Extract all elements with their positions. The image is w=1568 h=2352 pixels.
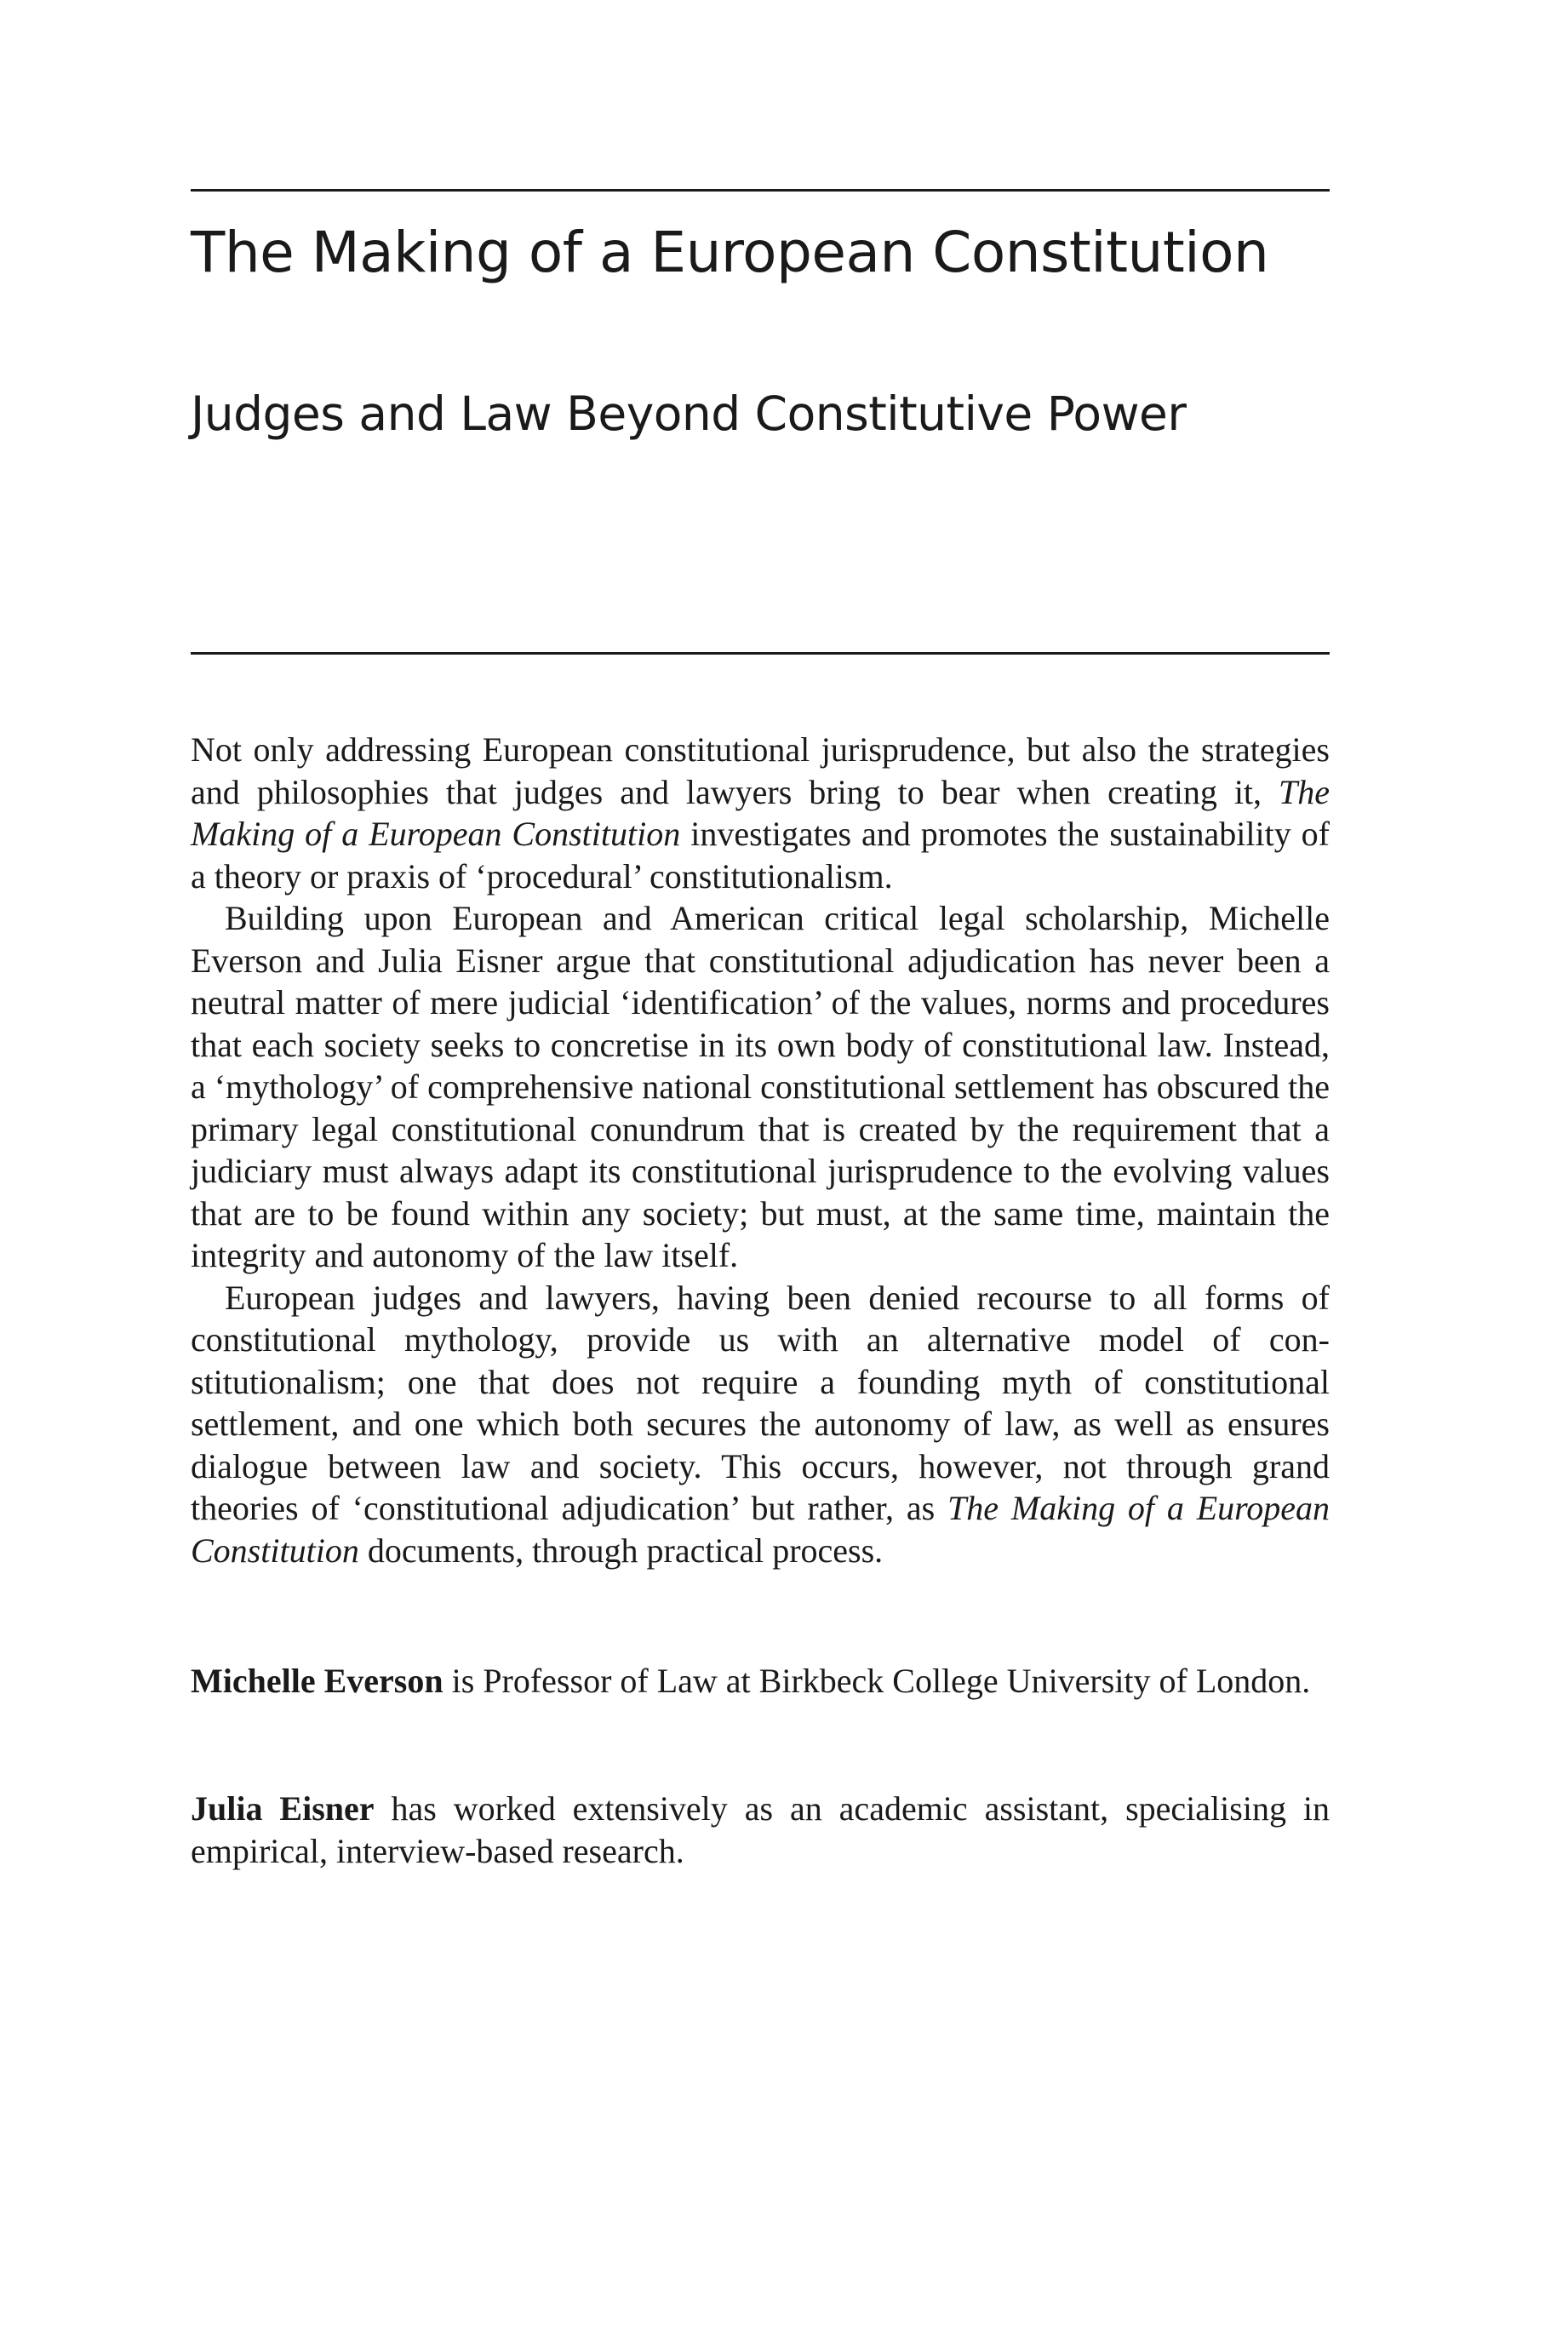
description-paragraph-1: Not only addressing European constitutional jurisprudence, but also the strategies and philosophies that judges and lawyers bring to bear when creating it, The Making of a European Constitution investigates and promotes the sustainability of a theory or praxis of ‘procedural’ constitutionalism. — [191, 730, 1331, 896]
book-subtitle: Judges and Law Beyond Constitutive Power — [191, 386, 1187, 441]
author-name: Michelle Everson — [191, 1662, 444, 1700]
author-bio-eisner — [191, 1788, 1330, 1872]
author-bio-everson — [191, 1660, 1330, 1702]
book-title: The Making of a European Constitution — [191, 220, 1269, 285]
description-paragraph-2: Building upon European and American critical legal scholarship, Michelle Everson and Julia Eisner argue that constitutional adjudication has never been a neutral matter of mere judicial ‘identification’ of the values, norms and procedures that each society seeks to concretise in its own body of constitutional law. Instead, a ‘mythology’ of comprehensive national constitutional settlement has obscured the primary legal constitutional conundrum that is created by the requirement that a judiciary must always adapt its constitutional jurisprudence to the evolving values that are to be found within any society; but must, at the same time, maintain the integrity and autonomy of the law itself. — [191, 899, 1330, 1274]
book-title-italic: The Making of a European Constitution — [191, 1489, 1330, 1570]
top-rule — [191, 189, 1330, 192]
book-page — [191, 0, 1330, 2352]
author-bio-text: is Professor of Law at Birkbeck College University of London. — [451, 1662, 1311, 1700]
author-name: Julia Eisner — [191, 1789, 375, 1828]
author-bio-text: has worked extensively as an academic assistant, specialising in empirical, interview-based research. — [191, 1789, 1330, 1870]
book-title-italic: The Making of a European Constitution — [191, 772, 1331, 853]
bottom-rule — [191, 652, 1330, 655]
description-paragraph-3: European judges and lawyers, having been denied recourse to all forms of constitutional mythology, provide us with an alternative model of constitutionalism; one that does not require a founding myth of constitutional settlement, and one which both secures the autonomy of law, as well as ensures dialogue between law and society. This occurs, however, not through grand theories of ‘constitutional adjudication’ but rather, as The Making of a European Constitution documents, through practical process. — [191, 1278, 1330, 1570]
book-description — [191, 729, 1330, 1571]
